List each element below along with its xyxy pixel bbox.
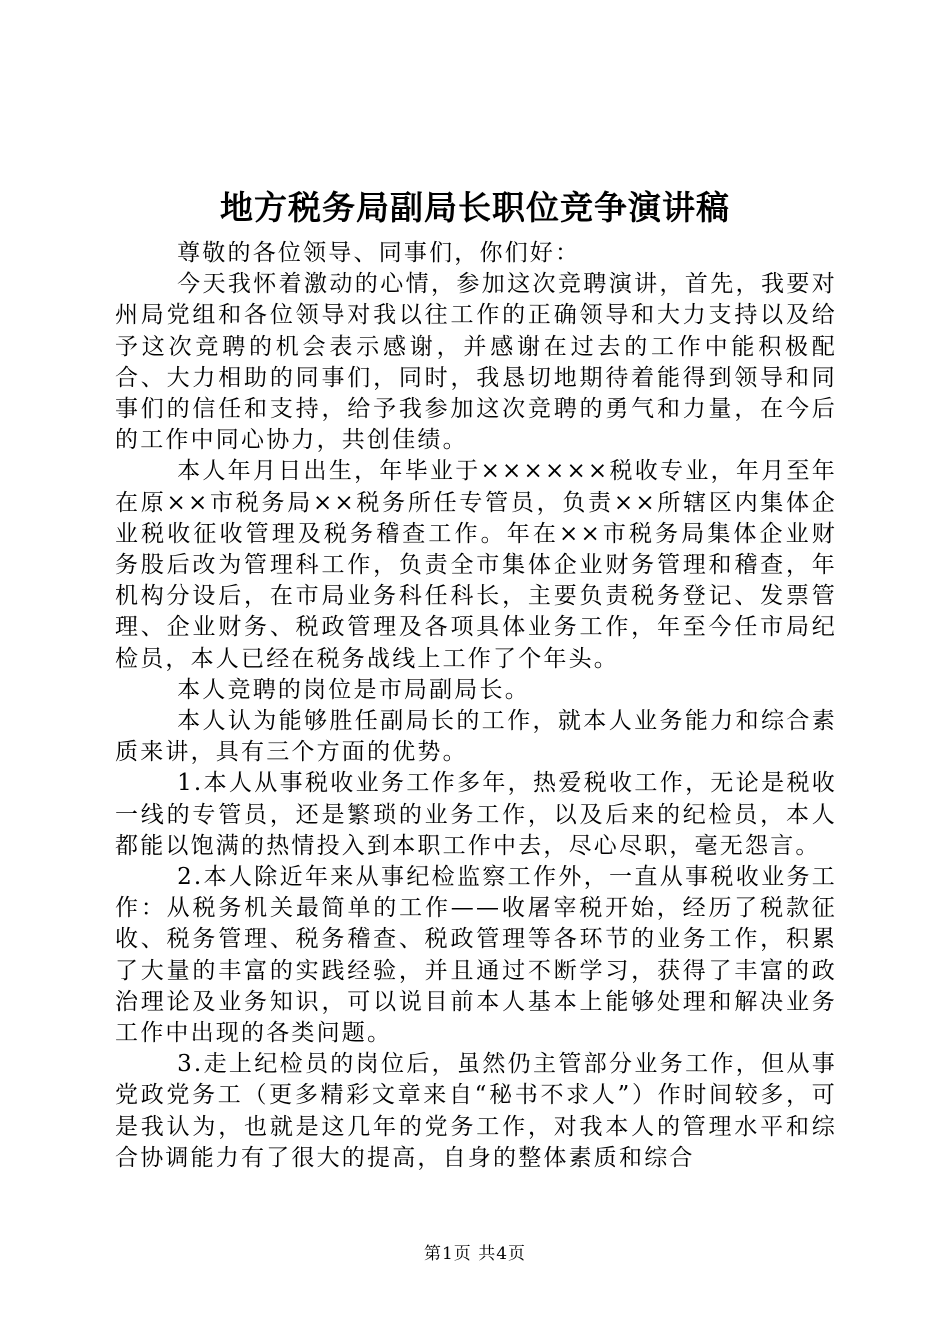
body-paragraph: 本人年月日出生，年毕业于××××××税收专业，年月至年在原××市税务局××税务所任专管员，负责××所辖区内集体企业税收征收管理及税务稽查工作。年在××市税务局集体企业财务股后改为管理科工作，负责全市集体企业财务管理和稽查，年机构分设后，在市局业务科任科长，主要负责税务登记、发票管理、企业财务、税政管理及各项具体业务工作，年至今任市局纪检员，本人已经在税务战线上工作了个年头。	[115, 458, 837, 672]
body-paragraph: 2.本人除近年来从事纪检监察工作外，一直从事税收业务工作：从税务机关最简单的工作——收屠宰税开始，经历了税款征收、税务管理、税务稽查、税政管理等各环节的业务工作，积累了大量的丰富的实践经验，并且通过不断学习，获得了丰富的政治理论及业务知识，可以说目前本人基本上能够处理和解决业务工作中出现的各类问题。	[115, 864, 837, 1047]
body-paragraph: 1.本人从事税收业务工作多年，热爱税收工作，无论是税收一线的专管员，还是繁琐的业务工作，以及后来的纪检员，本人都能以饱满的热情投入到本职工作中去，尽心尽职，毫无怨言。	[115, 770, 837, 859]
body-paragraph: 今天我怀着激动的心情，参加这次竞聘演讲，首先，我要对州局党组和各位领导对我以往工作的正确领导和大力支持以及给予这次竞聘的机会表示感谢，并感谢在过去的工作中能积极配合、大力相助的同事们，同时，我恳切地期待着能得到领导和同事们的信任和支持，给予我参加这次竞聘的勇气和力量，在今后的工作中同心协力，共创佳绩。	[115, 271, 837, 454]
document-title: 地方税务局副局长职位竞争演讲稿	[220, 188, 730, 227]
body-paragraph: 本人认为能够胜任副局长的工作，就本人业务能力和综合素质来讲，具有三个方面的优势。	[115, 708, 837, 766]
greeting-paragraph: 尊敬的各位领导、同事们，你们好：	[177, 240, 581, 266]
body-paragraph: 本人竞聘的岗位是市局副局长。	[177, 676, 530, 703]
body-paragraph: 3.走上纪检员的岗位后，虽然仍主管部分业务工作，但从事党政党务工（更多精彩文章来自“秘书不求人”）作时间较多，可是我认为，也就是这几年的党务工作，对我本人的管理水平和综合协调能力有了很大的提高，自身的整体素质和综合	[115, 1051, 837, 1171]
document-body	[115, 238, 837, 1174]
page-footer: 第1页 共4页	[423, 1244, 527, 1264]
